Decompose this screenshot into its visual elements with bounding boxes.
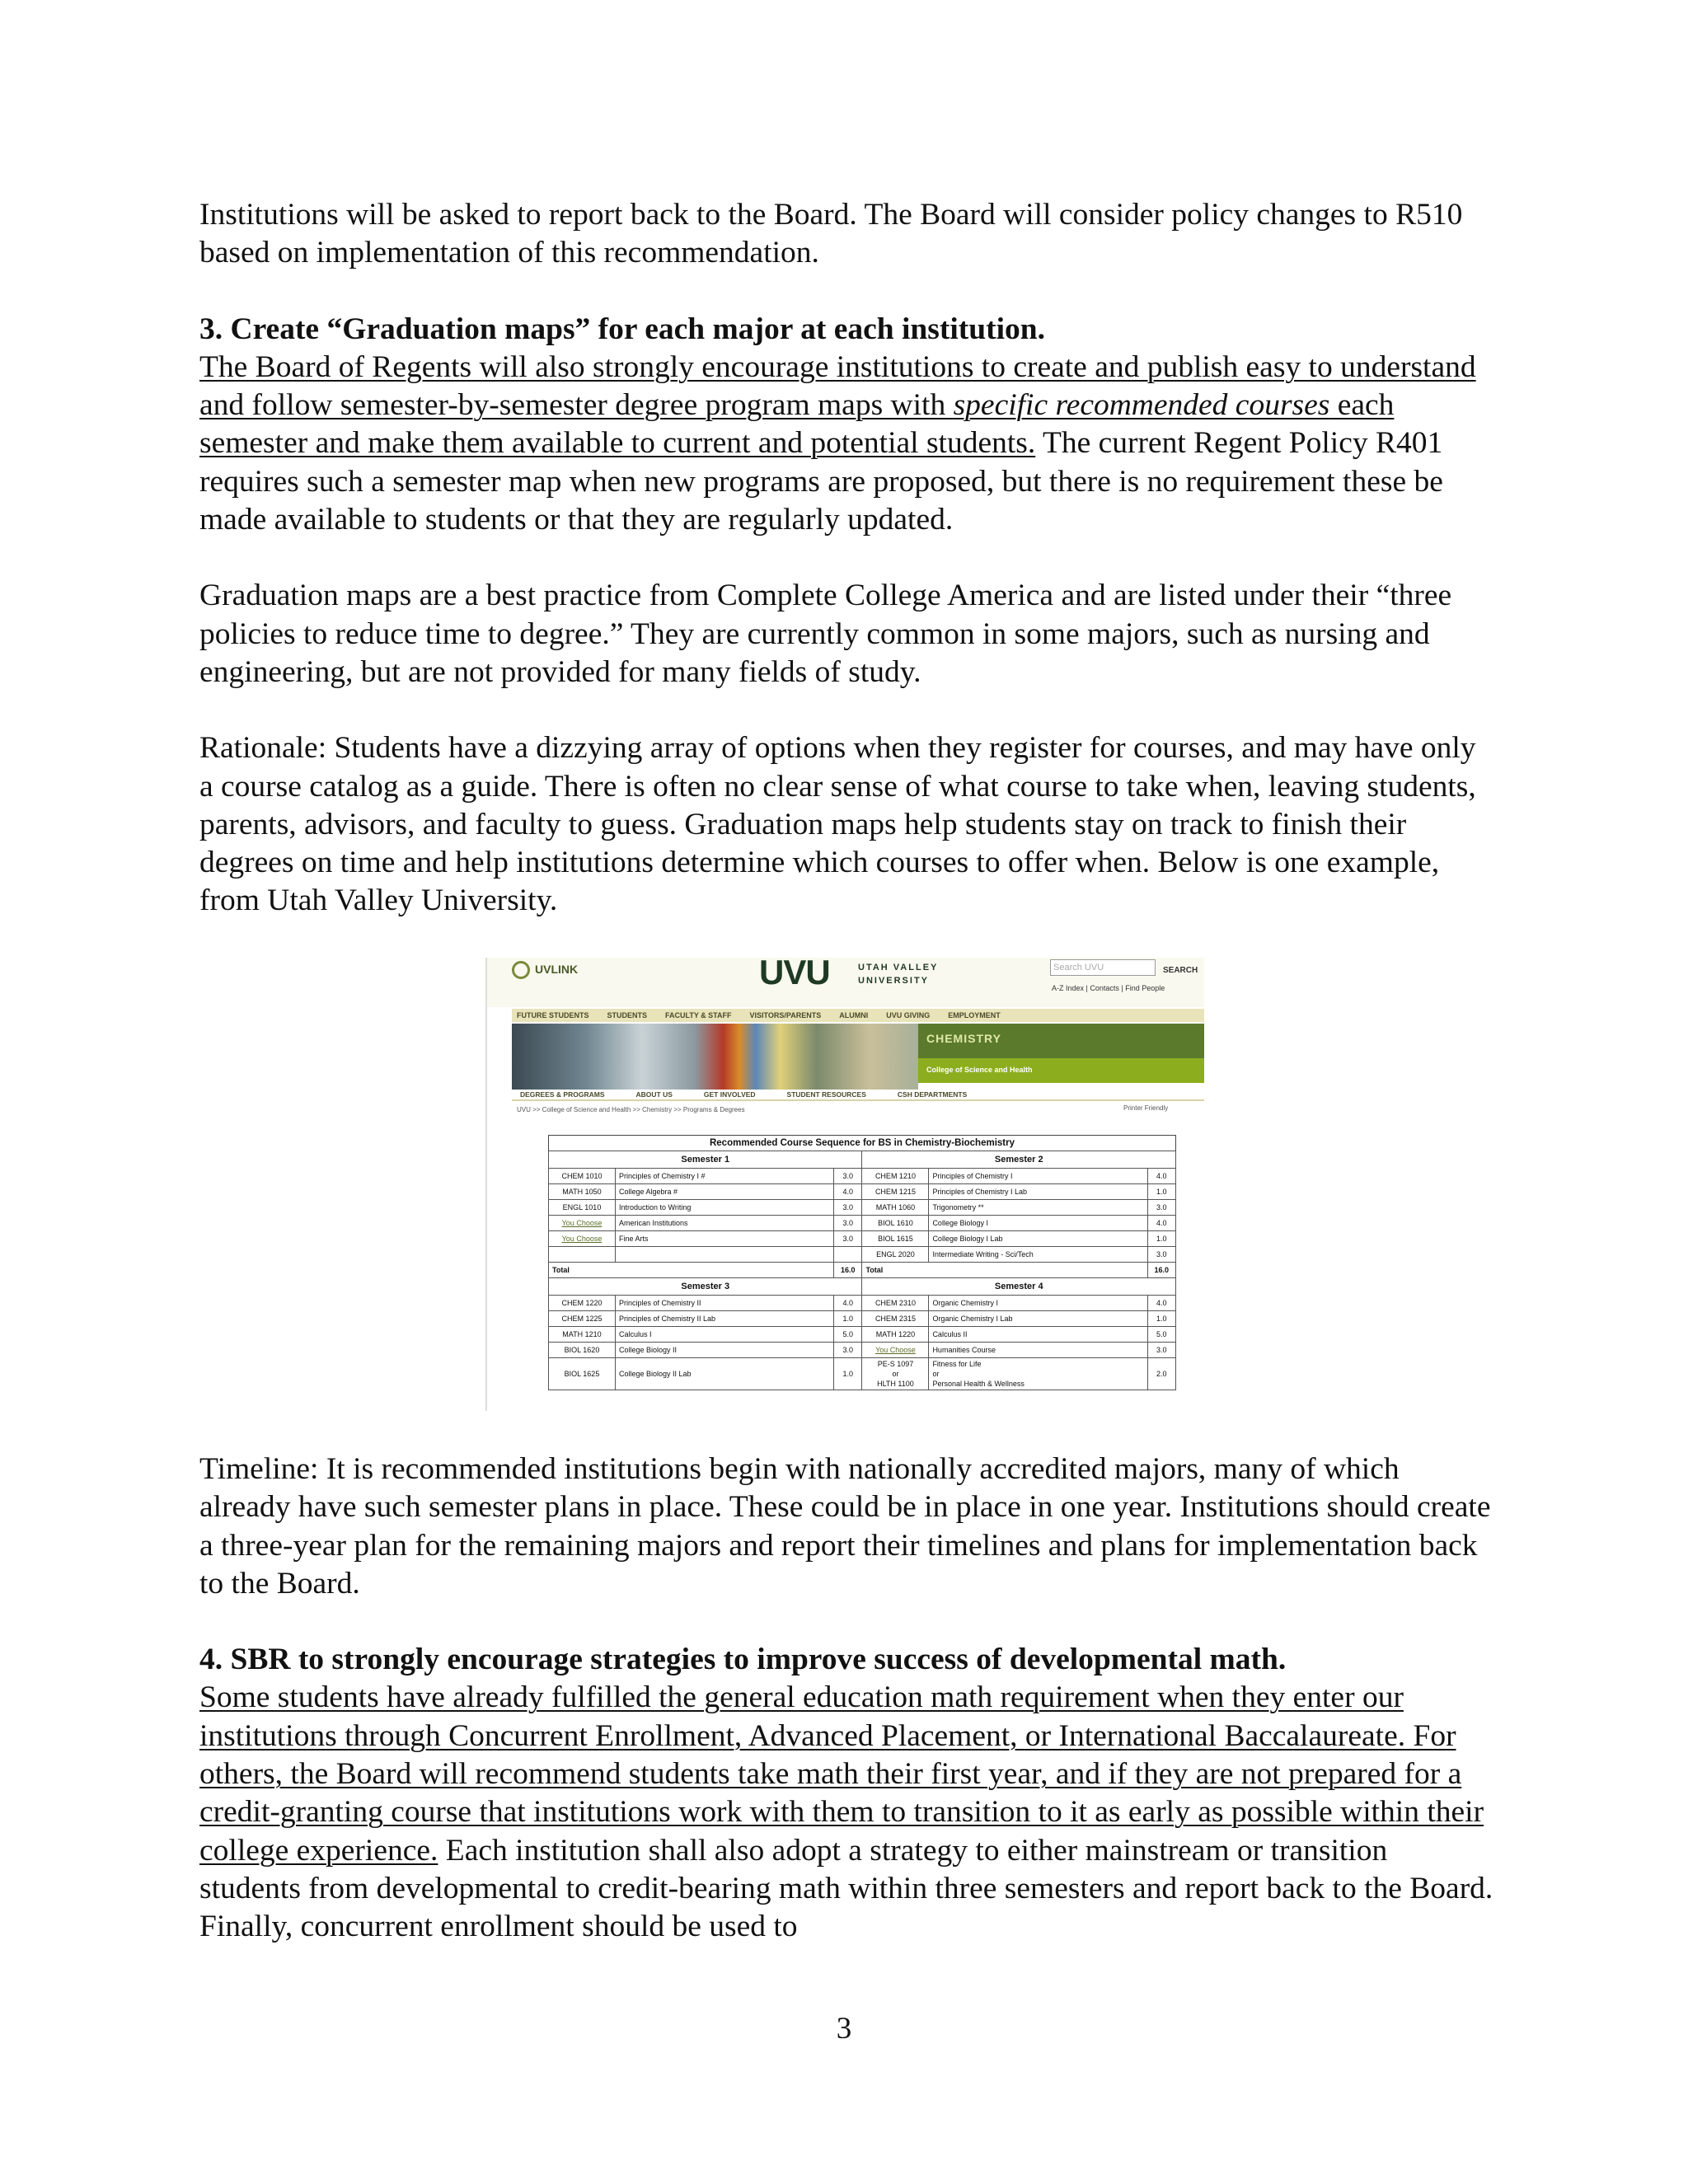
- document-body-lower: [199, 1451, 1493, 1947]
- table-total-row: Total 16.0 Total 16.0: [549, 1263, 1176, 1278]
- nav-visitors-parents[interactable]: VISITORS/PARENTS: [749, 1011, 822, 1019]
- uvu-main-nav: [512, 1009, 1204, 1022]
- nav-alumni[interactable]: ALUMNI: [839, 1011, 869, 1019]
- page-number: 3: [836, 2012, 852, 2046]
- intro-paragraph: Institutions will be asked to report back to the Board. The Board will consider policy changes to R510 based on implementation of this recommendation.: [199, 198, 1463, 270]
- course-sequence-table: [548, 1135, 1176, 1390]
- nav-uvu-giving[interactable]: UVU GIVING: [886, 1011, 931, 1019]
- table-row: MATH 1050 College Algebra # 4.0 CHEM 1215 Principles of Chemistry I Lab 1.0: [549, 1184, 1176, 1200]
- table-row: You Choose Fine Arts 3.0 BIOL 1615 College Biology I Lab 1.0: [549, 1231, 1176, 1247]
- you-choose-link[interactable]: You Choose: [875, 1346, 916, 1354]
- uvu-header: [487, 958, 1204, 1007]
- table-row: BIOL 1620 College Biology II 3.0 You Choose Humanities Course 3.0: [549, 1343, 1176, 1358]
- you-choose-link[interactable]: You Choose: [561, 1235, 603, 1243]
- subnav-degrees[interactable]: DEGREES & PROGRAMS: [520, 1090, 605, 1099]
- timeline-paragraph: Timeline: It is recommended institutions begin with nationally accredited majors, many of which already have such semester plans in place. These could be in place in one year. Institutions should create a three-year plan for the remaining majors and report their timelines and plans for implementation back to the Board.: [199, 1452, 1491, 1601]
- table-row: CHEM 1220 Principles of Chemistry II 4.0 CHEM 2310 Organic Chemistry I 4.0: [549, 1296, 1176, 1311]
- table-title: Recommended Course Sequence for BS in Chemistry-Biochemistry: [548, 1135, 1176, 1151]
- uvlink-logo-icon: [512, 961, 530, 979]
- document-body: [199, 196, 1493, 921]
- semester-3-header: Semester 3: [549, 1278, 862, 1296]
- uvu-screenshot: [485, 958, 1204, 1411]
- nav-future-students[interactable]: FUTURE STUDENTS: [517, 1011, 589, 1019]
- best-practice-paragraph: Graduation maps are a best practice from Complete College America and are listed under their “three policies to reduce time to degree.” They are currently common in some majors, such as nursing and engineering, but are not provided for many fields of study.: [199, 579, 1452, 689]
- you-choose-link[interactable]: You Choose: [561, 1219, 603, 1227]
- table-row: ENGL 2020 Intermediate Writing - Sci/Tech 3.0: [549, 1247, 1176, 1263]
- table-row: CHEM 1225 Principles of Chemistry II Lab 1.0 CHEM 2315 Organic Chemistry I Lab 1.0: [549, 1311, 1176, 1327]
- semester-4-header: Semester 4: [862, 1278, 1176, 1296]
- subnav-student-resources[interactable]: STUDENT RESOURCES: [786, 1090, 866, 1099]
- uvu-sub-nav: [512, 1090, 1204, 1101]
- subnav-about[interactable]: ABOUT US: [635, 1090, 673, 1099]
- printer-friendly-link[interactable]: Printer Friendly: [1123, 1104, 1169, 1112]
- table-row: MATH 1210 Calculus I 5.0 MATH 1220 Calculus II 5.0: [549, 1327, 1176, 1343]
- uvu-logo-text: UTAH VALLEY UNIVERSITY: [858, 963, 939, 986]
- uvu-quick-links[interactable]: A-Z Index | Contacts | Find People: [1052, 984, 1165, 992]
- subnav-csh-departments[interactable]: CSH DEPARTMENTS: [897, 1090, 968, 1099]
- section-3-heading: 3. Create “Graduation maps” for each major at each institution.: [199, 312, 1045, 346]
- uvu-logo: UVU: [759, 958, 830, 991]
- lab-photo: [512, 1024, 918, 1098]
- breadcrumb[interactable]: UVU >> College of Science and Health >> Chemistry >> Programs & Degrees: [517, 1106, 745, 1113]
- nav-employment[interactable]: EMPLOYMENT: [948, 1011, 1001, 1019]
- section-3-paragraph: The Board of Regents will also strongly encourage institutions to create and publish easy to understand and follow semester-by-semester degree program maps with specific recommended courses each semester and make them available to current and potential students. The current Regent Policy R401 requires such a semester map when new programs are proposed, but there is no requirement these be made available to students or that they are regularly updated.: [199, 349, 1476, 537]
- table-row: CHEM 1010 Principles of Chemistry I # 3.0 CHEM 1210 Principles of Chemistry I 4.0: [549, 1169, 1176, 1184]
- uvu-search-button[interactable]: SEARCH: [1163, 966, 1198, 975]
- department-title: CHEMISTRY: [926, 1032, 1001, 1045]
- section-4-heading: 4. SBR to strongly encourage strategies to improve success of developmental math.: [199, 1643, 1287, 1677]
- chemistry-banner: [512, 1024, 1204, 1098]
- section-4-paragraph: Some students have already fulfilled the general education math requirement when they enter our institutions through Concurrent Enrollment, Advanced Placement, or International Baccalaureate. For others, the Board will recommend students take math their first year, and if they are not prepared for a credit-granting course that institutions work with them to transition to it as early as possible within their college experience. Each institution shall also adopt a strategy to either mainstream or transition students from developmental to credit-bearing math within three semesters and report back to the Board. Finally, concurrent enrollment should be used to: [199, 1680, 1493, 1944]
- semester-1-header: Semester 1: [549, 1151, 862, 1169]
- nav-students[interactable]: STUDENTS: [607, 1011, 648, 1019]
- table-row: You Choose American Institutions 3.0 BIOL 1610 College Biology I 4.0: [549, 1216, 1176, 1231]
- uvlink-label: UVLINK: [535, 963, 579, 976]
- subnav-get-involved[interactable]: GET INVOLVED: [703, 1090, 756, 1099]
- table-row: ENGL 1010 Introduction to Writing 3.0 MATH 1060 Trigonometry ** 3.0: [549, 1200, 1176, 1216]
- table-row: BIOL 1625 College Biology II Lab 1.0 PE-S 1097 or HLTH 1100 Fitness for Life or Personal Health & Wellness 2.0: [549, 1358, 1176, 1390]
- uvu-search-input[interactable]: Search UVU: [1050, 959, 1156, 976]
- rationale-paragraph: Rationale: Students have a dizzying array of options when they register for courses, and may have only a course catalog as a guide. There is often no clear sense of what course to take when, leaving students, parents, advisors, and faculty to guess. Graduation maps help students stay on track to finish their degrees on time and help institutions determine which courses to offer when. Below is one example, from Utah Valley University.: [199, 731, 1476, 918]
- semester-2-header: Semester 2: [862, 1151, 1176, 1169]
- nav-faculty-staff[interactable]: FACULTY & STAFF: [665, 1011, 732, 1019]
- college-name: College of Science and Health: [926, 1066, 1033, 1074]
